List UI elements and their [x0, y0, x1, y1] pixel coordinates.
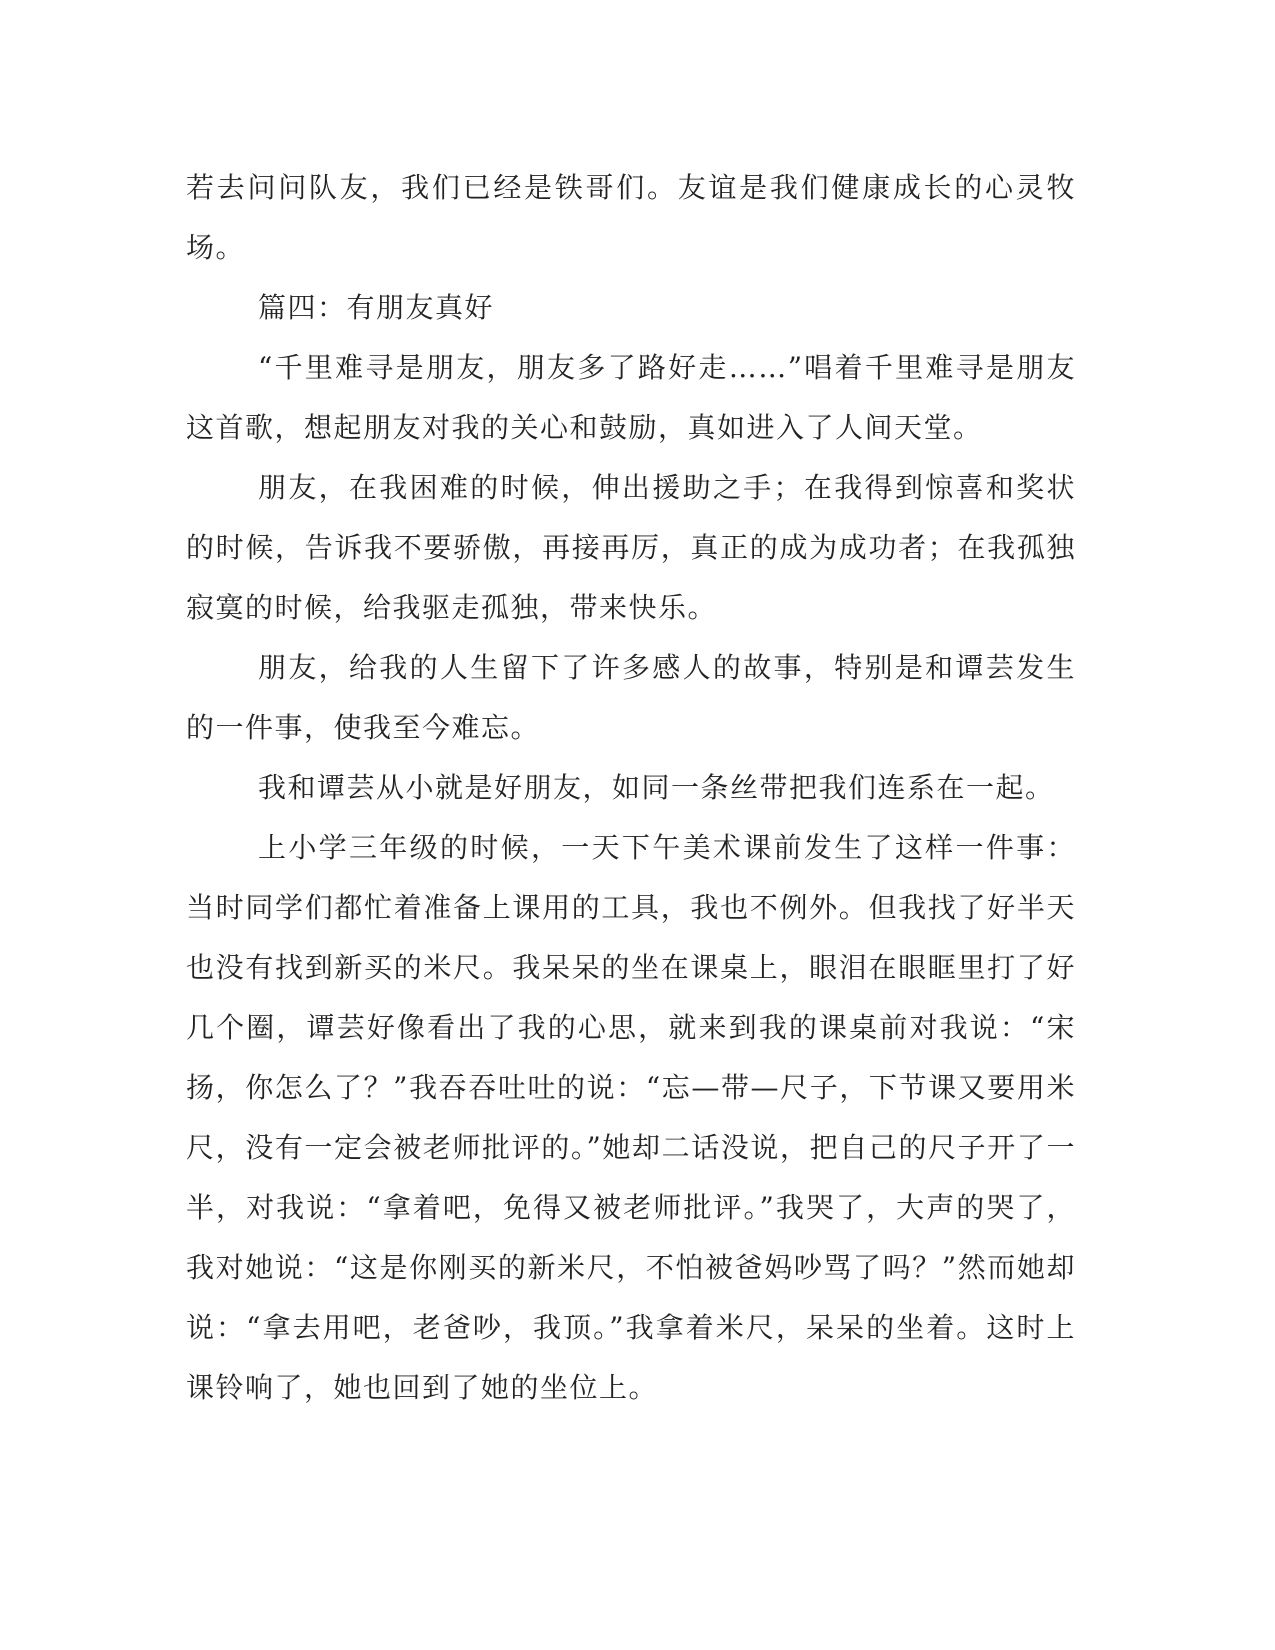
section-heading: 篇四：有朋友真好 [258, 291, 495, 324]
paragraph: 上小学三年级的时候，一天下午美术课前发生了这样一件事：当时同学们都忙着准备上课用的工具，我也不例外。但我找了好半天也没有找到新买的米尺。我呆呆的坐在课桌上，眼泪在眼眶里打了好几个圈，谭芸好像看出了我的心思，就来到我的课桌前对我说：“宋扬，你怎么了？”我吞吞吐吐的说：“忘—带—尺子，下节课又要用米尺，没有一定会被老师批评的。”她却二话没说，把自己的尺子开了一半，对我说：“拿着吧，免得又被老师批评。”我哭了，大声的哭了，我对她说：“这是你刚买的新米尺，不怕被爸妈吵骂了吗？”然而她却说：“拿去用吧，老爸吵，我顶。”我拿着米尺，呆呆的坐着。这时上课铃响了，她也回到了她的坐位上。 [186, 831, 1076, 1404]
paragraph: 朋友，给我的人生留下了许多感人的故事，特别是和谭芸发生的一件事，使我至今难忘。 [186, 651, 1076, 744]
paragraph: 朋友，在我困难的时候，伸出援助之手；在我得到惊喜和奖状的时候，告诉我不要骄傲，再接再厉，真正的成为成功者；在我孤独寂寞的时候，给我驱走孤独，带来快乐。 [186, 471, 1076, 624]
paragraph-continuation: 若去问问队友，我们已经是铁哥们。友谊是我们健康成长的心灵牧场。 [186, 171, 1076, 264]
paragraph: “千里难寻是朋友，朋友多了路好走……”唱着千里难寻是朋友这首歌，想起朋友对我的关心和鼓励，真如进入了人间天堂。 [186, 351, 1076, 444]
document-body [186, 158, 1076, 1418]
paragraph: 我和谭芸从小就是好朋友，如同一条丝带把我们连系在一起。 [258, 771, 1055, 804]
